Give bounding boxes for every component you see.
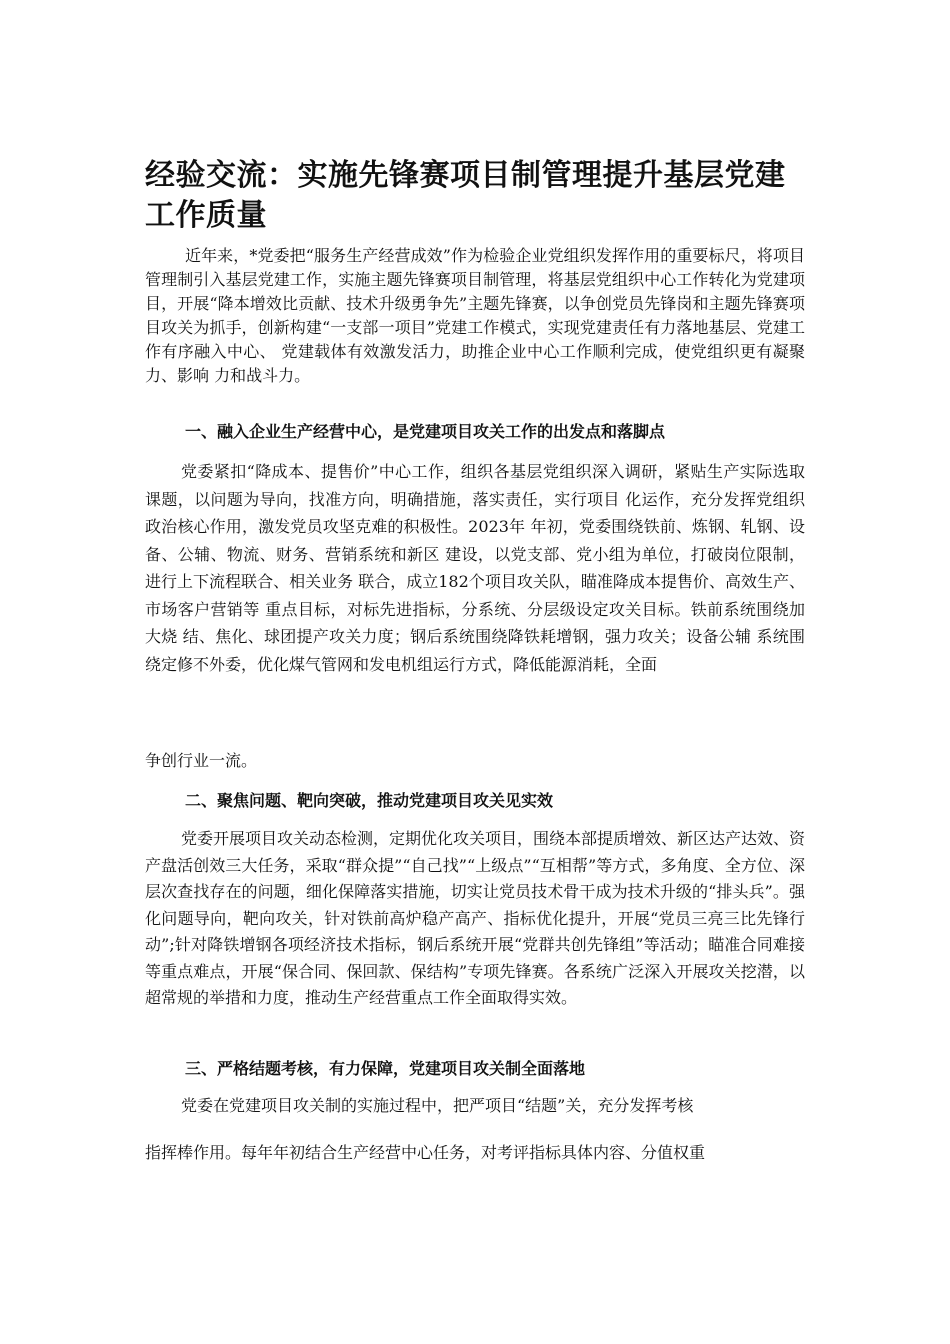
section-1-paragraph-continued: 争创行业一流。 (145, 751, 258, 770)
section-2-heading: 二、聚焦问题、靶向突破，推动党建项目攻关见实效 (185, 791, 554, 810)
section-1-paragraph: 党委紧扣“降成本、提售价”中心工作，组织各基层党组织深入调研，紧贴生产实际选取课题，以问题为导向，找准方向，明确措施，落实责任，实行项目 化运作，充分发挥党组织政治核心作用，激发党员攻坚克难的积极性。2023年 年初，党委围绕铁前、炼钢、轧钢、设备、公辅、物流、财务、营销系统和新区 建设，以党支部、党小组为单位，打破岗位限制，进行上下流程联合、相关业务 联合，成立182个项目攻关队，瞄准降成本提售价、高效生产、市场客户营销等 重点目标，对标先进指标，分系统、分层级设定攻关目标。铁前系统围绕加大烧 结、焦化、球团提产攻关力度；钢后系统围绕降铁耗增钢，强力攻关；设备公辅 系统围绕定修不外委，优化煤气管网和发电机组运行方式，降低能源消耗，全面 (145, 462, 805, 674)
intro-paragraph: 近年来，*党委把“服务生产经营成效”作为检验企业党组织发挥作用的重要标尺，将项目管理制引入基层党建工作，实施主题先锋赛项目制管理，将基层党组织中心工作转化为党建项目，开展“降本增效比贡献、技术升级勇争先”主题先锋赛，以争创党员先锋岗和主题先锋赛项目攻关为抓手，创新构建“一支部一项目”党建工作模式，实现党建责任有力落地基层、党建工作有序融入中心、 党建载体有效激发活力，助推企业中心工作顺利完成，使党组织更有凝聚力、影响 力和战斗力。 (145, 246, 805, 385)
section-1-heading: 一、融入企业生产经营中心，是党建项目攻关工作的出发点和落脚点 (185, 422, 666, 441)
document-title: 经验交流：实施先锋赛项目制管理提升基层党建工作质量 (145, 158, 786, 233)
section-3-paragraph-continued: 指挥棒作用。每年年初结合生产经营中心任务，对考评指标具体内容、分值权重 (145, 1143, 706, 1162)
section-3-heading: 三、严格结题考核，有力保障，党建项目攻关制全面落地 (185, 1059, 586, 1078)
section-2-paragraph: 党委开展项目攻关动态检测，定期优化攻关项目，围绕本部提质增效、新区达产达效、资产盘活创效三大任务，采取“群众提”“自己找”“上级点”“互相帮”等方式，多角度、全方位、深层次查找存在的问题，细化保障落实措施，切实让党员技术骨干成为技术升级的“排头兵”。强化问题导向，靶向攻关，针对铁前高炉稳产高产、指标优化提升，开展“党员三亮三比先锋行动”;针对降铁增钢各项经济技术指标，钢后系统开展“党群共创先锋组”等活动；瞄准合同难接等重点难点，开展“保合同、保回款、保结构”专项先锋赛。各系统广泛深入开展攻关挖潜，以超常规的举措和力度，推动生产经营重点工作全面取得实效。 (145, 829, 806, 1007)
section-3-paragraph: 党委在党建项目攻关制的实施过程中，把严项目“结题”关，充分发挥考核 (181, 1096, 694, 1115)
